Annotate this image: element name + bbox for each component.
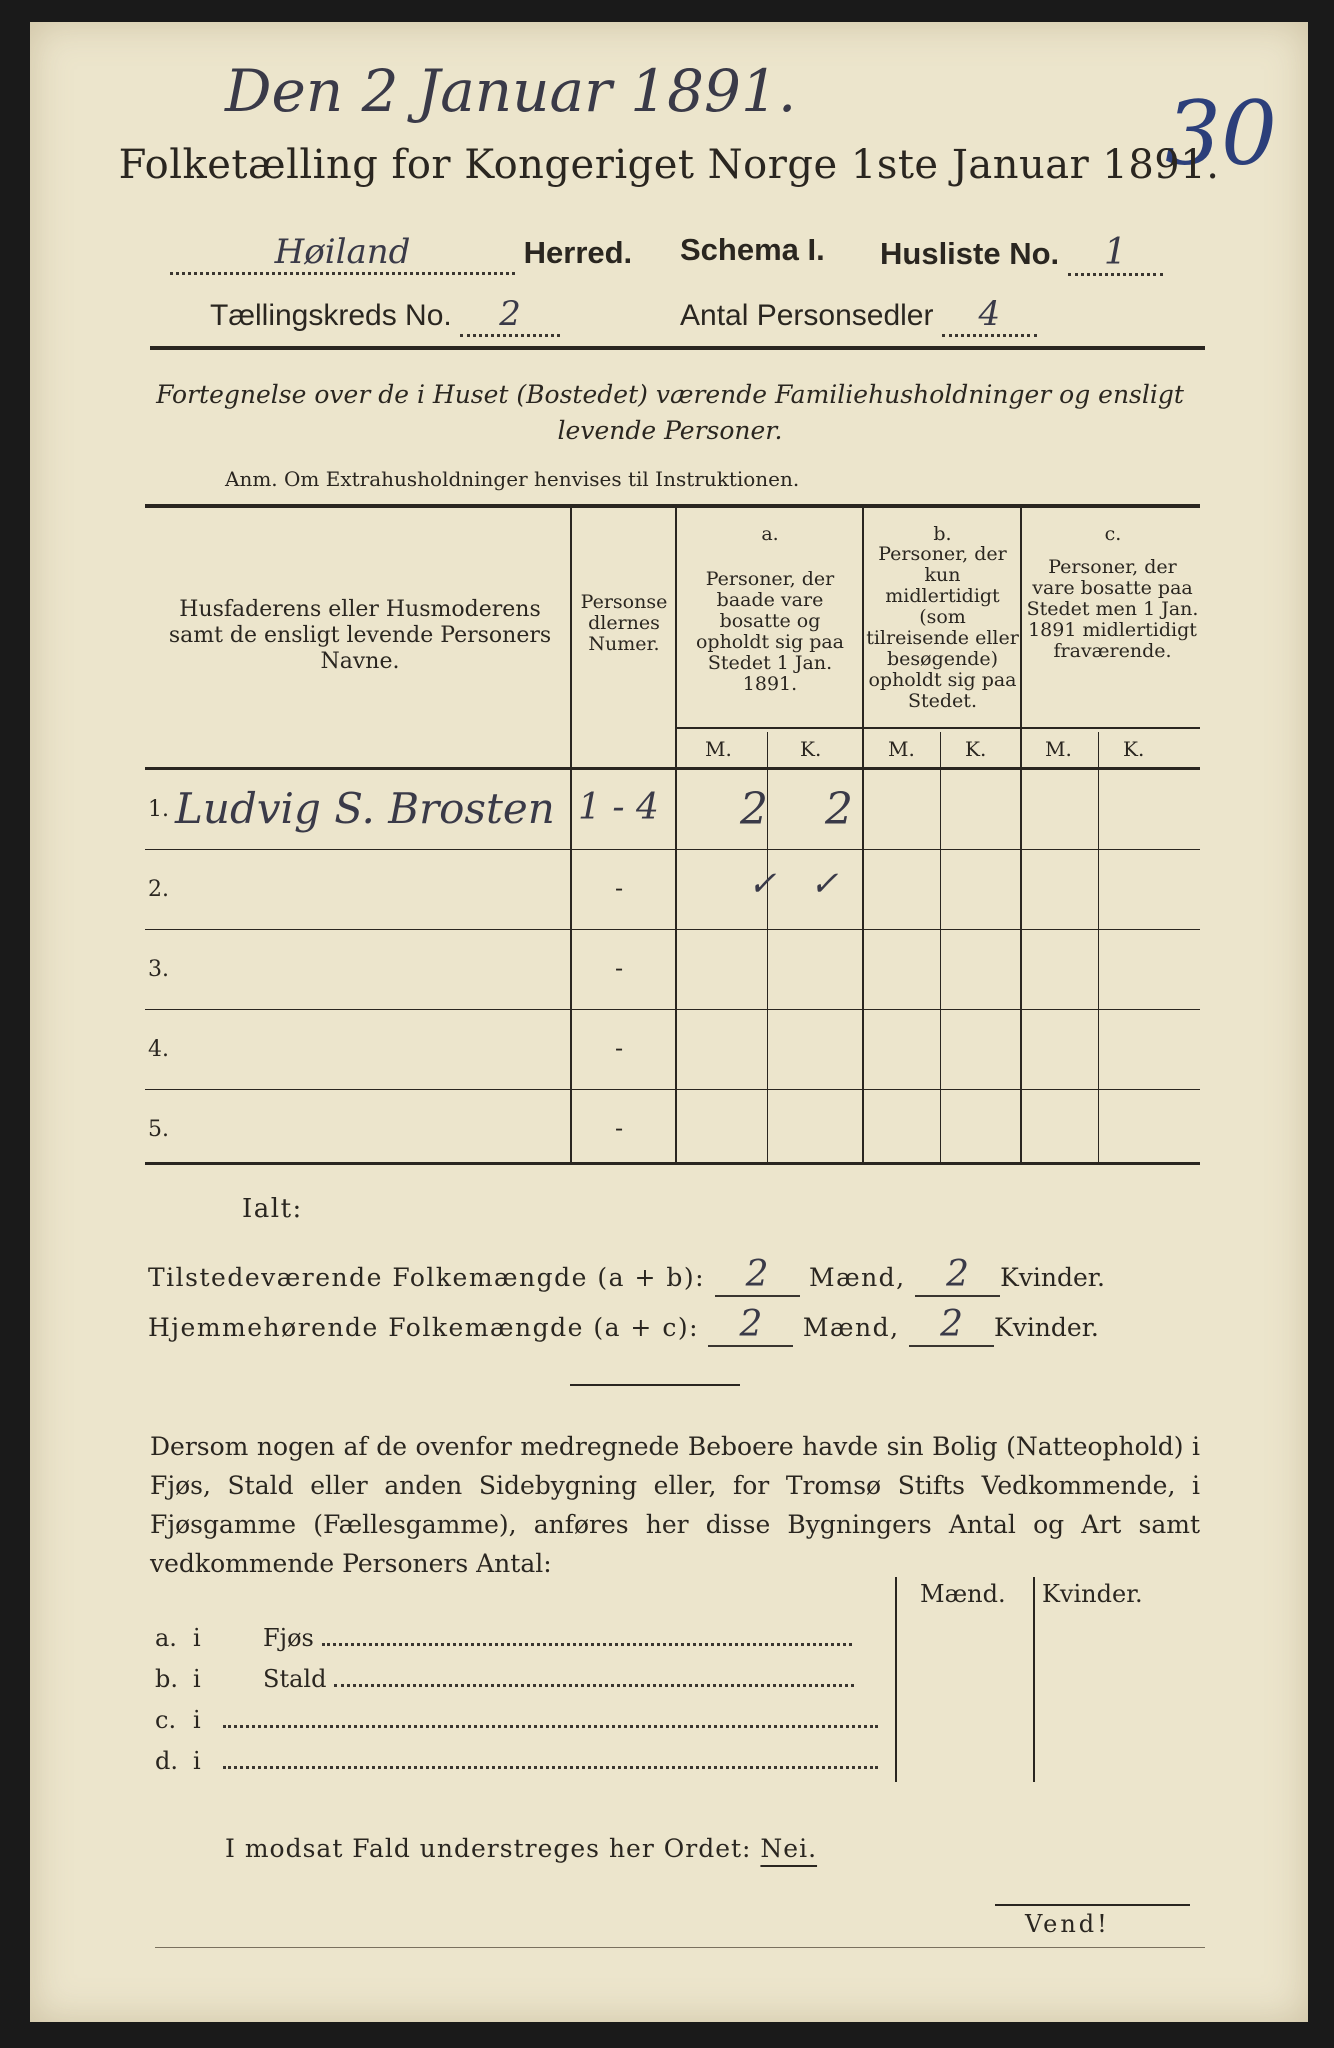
mk-rule <box>675 727 1200 729</box>
total-present-kvinder: Kvinder. <box>1000 1263 1105 1292</box>
herred-line <box>170 232 632 275</box>
husliste-value: 1 <box>1068 232 1163 276</box>
husliste-line <box>880 232 1163 276</box>
handwritten-date: Den 2 Januar 1891. <box>225 57 797 125</box>
col-b-m: M. <box>888 737 915 761</box>
separator-rule <box>570 1384 740 1386</box>
list-item-i: i <box>193 1665 201 1693</box>
table-header-rule <box>145 767 1200 770</box>
schema-label: Schema I. <box>680 232 825 267</box>
bottom-fold-line <box>155 1947 1205 1948</box>
list-item <box>155 1624 885 1652</box>
table-row-number: 2. <box>148 877 169 902</box>
total-resident-men: 2 <box>708 1304 793 1347</box>
table-row-number: 3. <box>148 957 169 982</box>
list-item-letter: a. <box>155 1624 177 1652</box>
husliste-label: Husliste No. <box>880 236 1060 271</box>
taellingskreds-line <box>210 294 560 337</box>
personsedler-value: 4 <box>942 294 1037 337</box>
table-row-number: 5. <box>148 1117 169 1142</box>
col-c-header: Personer, der vare bosatte paa Stedet men 1 Jan. 1891 midlertidigt fraværende. <box>1026 556 1199 662</box>
list-item-label: Fjøs <box>263 1624 314 1652</box>
col-b-letter: b. <box>933 523 952 545</box>
form-title: Folketælling for Kongeriget Norge 1ste Januar 1891. <box>118 142 1220 188</box>
table-top-rule <box>145 504 1200 508</box>
modsat-label: I modsat Fald understreges her Ordet: <box>225 1834 752 1863</box>
buildings-col-women: Kvinder. <box>1042 1580 1143 1608</box>
buildings-col-men: Mænd. <box>920 1580 1006 1608</box>
list-item <box>155 1747 885 1775</box>
col-a-k: K. <box>800 737 822 761</box>
list-item-label: Stald <box>263 1665 327 1693</box>
total-resident-kvinder: Kvinder. <box>994 1313 1099 1342</box>
taellingskreds-value: 2 <box>460 294 560 337</box>
col-c-letter: c. <box>1104 523 1122 545</box>
total-resident-women: 2 <box>909 1304 994 1347</box>
total-line-resident <box>148 1304 1099 1347</box>
table-row-num: - <box>615 1034 624 1062</box>
total-resident-label: Hjemmehørende Folkemængde (a + c): <box>148 1313 699 1342</box>
table-row-number: 1. <box>148 797 169 822</box>
page-number: 30 <box>1165 82 1277 185</box>
table-row-a-k: 2 <box>825 784 853 835</box>
total-resident-maend: Mænd, <box>802 1313 900 1342</box>
personsedler-line <box>680 294 1037 337</box>
table-row-name: Ludvig S. Brosten <box>175 784 555 833</box>
anm-note: Anm. Om Extrahusholdninger henvises til Instruktionen. <box>225 467 800 491</box>
table-row-a-m: 2 <box>740 784 768 835</box>
col-c-m: M. <box>1045 737 1072 761</box>
table-row-a-k: ✓ <box>810 864 839 904</box>
table-bottom-rule <box>145 1162 1200 1165</box>
total-present-men: 2 <box>715 1254 800 1297</box>
list-item <box>155 1706 885 1734</box>
census-form <box>30 22 1308 2022</box>
list-item-letter: c. <box>155 1706 177 1734</box>
list-item-i: i <box>193 1624 201 1652</box>
intro-text: Fortegnelse over de i Huset (Bostedet) værende Familiehusholdninger og ensligt levende Personer. <box>156 380 1184 445</box>
col-name-header: Husfaderens eller Husmoderens samt de ensligt levende Personers Navne. <box>168 597 552 674</box>
table-row-num: - <box>615 954 624 982</box>
list-item-letter: d. <box>155 1747 178 1775</box>
total-present-label: Tilstedeværende Folkemængde (a + b): <box>148 1263 706 1292</box>
table-row-number: 4. <box>148 1037 169 1062</box>
total-present-maend: Mænd, <box>808 1263 906 1292</box>
col-a-letter: a. <box>761 523 779 545</box>
buildings-paragraph: Dersom nogen af de ovenfor medregnede Beboere havde sin Bolig (Natteophold) i Fjøs, Stald eller anden Sidebygning eller, for Tromsø Stifts Vedkommende, i Fjøsgamme (Fællesgamme), anføres her disse Bygningers Antal og Art samt vedkommende Personers Antal: <box>150 1432 1200 1578</box>
table-row-a-m: ✓ <box>748 864 777 904</box>
vend-rule <box>995 1904 1190 1906</box>
herred-value: Høiland <box>170 232 515 275</box>
personsedler-label: Antal Personsedler <box>680 299 934 332</box>
header-rule <box>150 346 1205 350</box>
herred-label: Herred. <box>523 235 633 270</box>
col-b-k: K. <box>965 737 987 761</box>
taellingskreds-label: Tællingskreds No. <box>210 299 452 332</box>
col-b-header: Personer, der kun midlertidigt (som tilreisende eller besøgende) opholdt sig paa Stedet. <box>866 543 1019 712</box>
col-a-m: M. <box>705 737 732 761</box>
col-a-header: Personer, der baade vare bosatte og opholdt sig paa Stedet 1 Jan. 1891. <box>695 568 845 695</box>
table-row-num: - <box>615 1114 624 1142</box>
col-num-header: Personsedlernes Numer. <box>580 591 668 655</box>
list-item <box>155 1665 885 1693</box>
total-line-present <box>148 1254 1105 1297</box>
table-row-num: - <box>615 874 624 902</box>
vend-label: Vend! <box>1025 1910 1110 1938</box>
modsat-line <box>225 1834 817 1863</box>
total-present-women: 2 <box>915 1254 1000 1297</box>
modsat-word: Nei. <box>760 1834 818 1863</box>
ialt-label: Ialt: <box>242 1194 303 1224</box>
list-item-i: i <box>193 1706 201 1734</box>
col-c-k: K. <box>1123 737 1145 761</box>
list-item-i: i <box>193 1747 201 1775</box>
table-row-num: 1 - 4 <box>578 787 659 828</box>
list-item-letter: b. <box>155 1665 178 1693</box>
